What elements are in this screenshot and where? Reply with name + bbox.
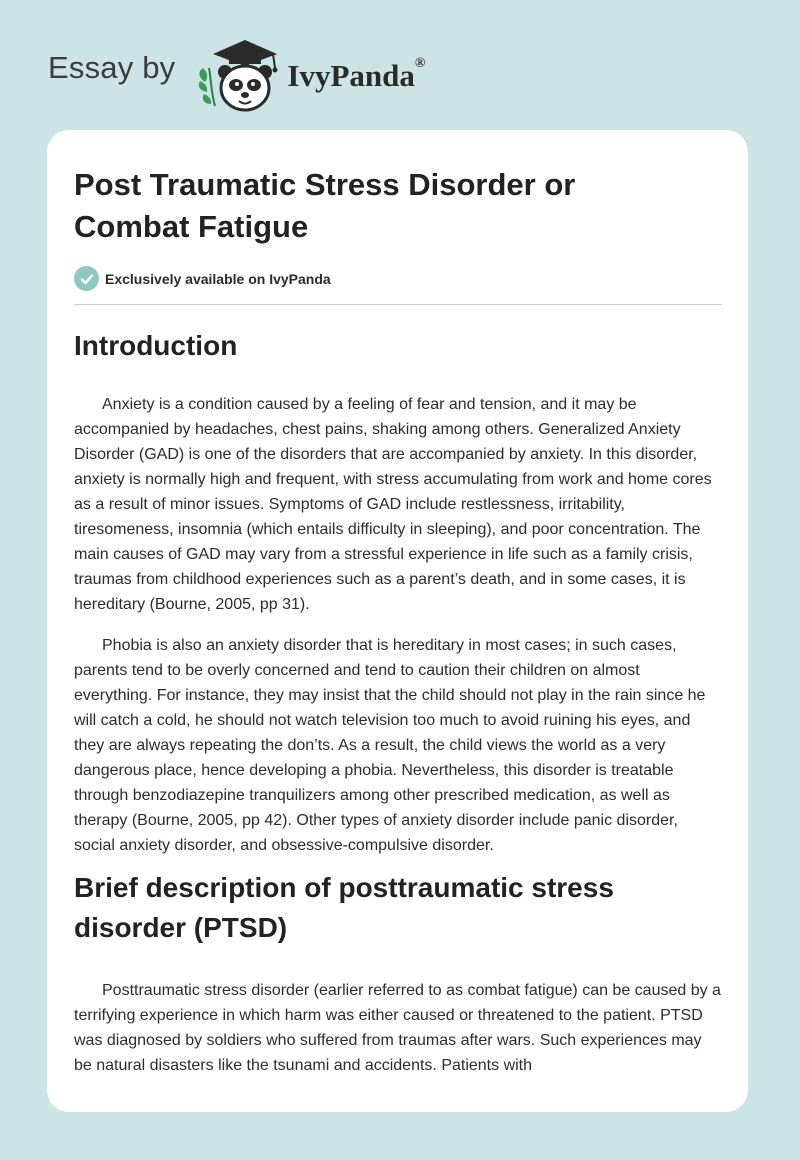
registered-mark: ® xyxy=(414,56,426,71)
exclusive-badge xyxy=(74,266,722,291)
section-introduction xyxy=(74,326,722,858)
ivypanda-logo-icon[interactable] xyxy=(191,34,283,114)
site-header xyxy=(48,34,425,114)
title-divider xyxy=(74,304,722,305)
paragraph: Anxiety is a condition caused by a feeling of fear and tension, and it may be accompanied by headaches, chest pains, shaking among others. Generalized Anxiety Disorder (GAD) is one of the disorders that are accompanied by anxiety. In this disorder, anxiety is normally high and frequent, with stress accumulating from work and home cores as a result of minor issues. Symptoms of GAD include restlessness, irritability, tiresomeness, insomnia (which entails difficulty in sleeping), and poor concentration. The main causes of GAD may vary from a stressful experience in life such as a family crisis, traumas from childhood experiences such as a parent’s death, and in some cases, it is hereditary (Bourne, 2005, pp 31). xyxy=(74,396,712,613)
brand-name: IvyPanda® xyxy=(287,56,426,93)
exclusive-label: Exclusively available on IvyPanda xyxy=(105,270,331,287)
essay-title: Post Traumatic Stress Disorder or Combat Fatigue xyxy=(74,167,576,244)
essay-card xyxy=(47,130,748,1112)
section-ptsd-description xyxy=(74,868,722,1078)
paragraph: Phobia is also an anxiety disorder that is hereditary in most cases; in such cases, parents tend to be overly concerned and tend to caution their children on almost everything. For instance, they may insist that the child should not play in the rain since he will catch a cold, he should not watch television too much to avoid ruining his eyes, and they are always repeating the don’ts. As a result, the child views the world as a very dangerous place, hence developing a phobia. Nevertheless, this disorder is treatable through benzodiazepine tranquilizers among other prescribed medication, as well as therapy (Bourne, 2005, pp 42). Other types of anxiety disorder include panic disorder, social anxiety disorder, and obsessive-compulsive disorder. xyxy=(74,637,706,854)
section-heading: Introduction xyxy=(74,330,238,361)
brand-prefix: Essay by xyxy=(48,50,176,85)
section-heading: Brief description of posttraumatic stress disorder (PTSD) xyxy=(74,872,614,943)
paragraph: Posttraumatic stress disorder (earlier referred to as combat fatigue) can be caused by a terrifying experience in which harm was either caused or threatened to the patient. PTSD was diagnosed by soldiers who suffered from traumas after wars. Such experiences may be natural disasters like the tsunami and accidents. Patients with xyxy=(74,982,721,1074)
check-icon xyxy=(74,266,99,291)
